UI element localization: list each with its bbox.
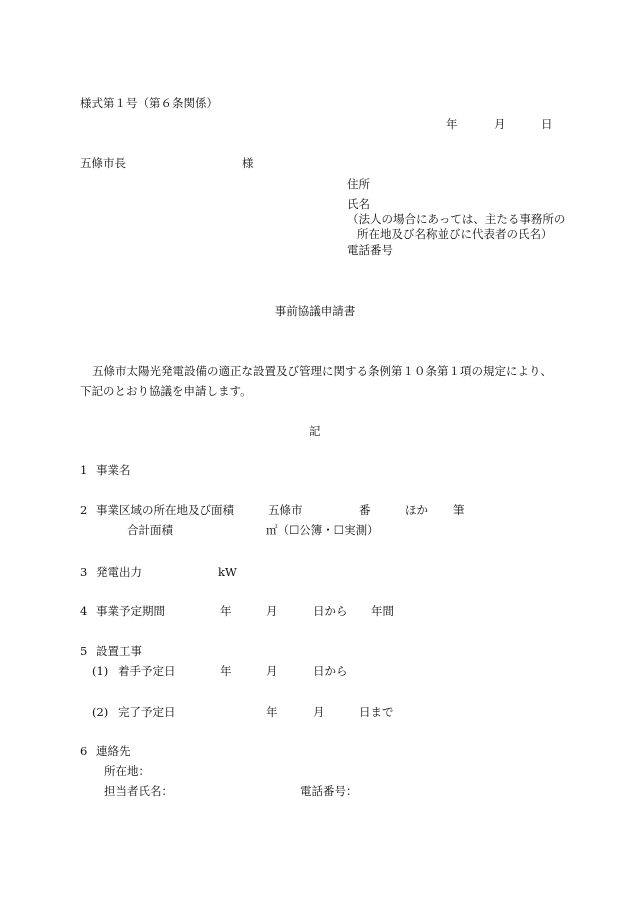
item3-label: 発電出力 bbox=[96, 565, 142, 579]
applicant-phone-label: 電話番号 bbox=[347, 243, 393, 257]
item2-number: 2 bbox=[80, 503, 88, 517]
applicant-name-label: 氏名 bbox=[347, 197, 370, 211]
item5-sub2-month: 月 bbox=[313, 705, 325, 719]
item5-sub2-day: 日まで bbox=[359, 705, 394, 719]
item5-sub2-label: 完了予定日 bbox=[118, 705, 176, 719]
item5-sub2-year: 年 bbox=[266, 705, 278, 719]
item5-number: 5 bbox=[80, 644, 88, 658]
ki-heading: 記 bbox=[309, 424, 321, 438]
date-day-label: 日 bbox=[541, 117, 553, 131]
item4-label: 事業予定期間 bbox=[96, 604, 165, 618]
item5-sub1-label: 着手予定日 bbox=[118, 664, 176, 678]
item2-hitsu: 筆 bbox=[453, 503, 465, 517]
item5-sub2-number: (2) bbox=[92, 705, 109, 719]
date-month-label: 月 bbox=[494, 117, 506, 131]
applicant-note-line1: （法人の場合にあっては、主たる事務所の bbox=[347, 212, 566, 226]
addressee-name: 五條市長 bbox=[80, 156, 126, 170]
form-number: 様式第１号（第６条関係） bbox=[80, 96, 218, 110]
item1-number: 1 bbox=[80, 463, 88, 477]
item5-sub1-day: 日から bbox=[313, 664, 348, 678]
item3-unit: kW bbox=[218, 565, 237, 579]
body-line-1: 五條市太陽光発電設備の適正な設置及び管理に関する条例第１０条第１項の規定により、 bbox=[92, 364, 552, 378]
item2-ban: 番 bbox=[359, 503, 371, 517]
addressee-honorific: 様 bbox=[242, 156, 254, 170]
applicant-address-label: 住所 bbox=[347, 177, 370, 191]
item6-location-label: 所在地： bbox=[104, 764, 150, 778]
item6-phone-label: 電話番号： bbox=[300, 784, 358, 798]
item2-area-unit: ㎡（☐公簿・☐実測） bbox=[266, 523, 379, 537]
item5-sub1-year: 年 bbox=[220, 664, 232, 678]
item6-person-label: 担当者氏名： bbox=[104, 784, 173, 798]
item2-hoka: ほか bbox=[405, 503, 428, 517]
document-title: 事前協議申請書 bbox=[274, 304, 356, 318]
item2-city: 五條市 bbox=[268, 503, 303, 517]
item1-label: 事業名 bbox=[96, 463, 131, 477]
item5-label: 設置工事 bbox=[96, 644, 142, 658]
item4-day-from: 日から bbox=[313, 604, 348, 618]
item6-label: 連絡先 bbox=[96, 744, 131, 758]
date-year-label: 年 bbox=[446, 117, 458, 131]
item4-number: 4 bbox=[80, 604, 88, 618]
item5-sub1-month: 月 bbox=[266, 664, 278, 678]
item5-sub1-number: (1) bbox=[92, 664, 109, 678]
item4-year: 年 bbox=[220, 604, 232, 618]
item4-month: 月 bbox=[266, 604, 278, 618]
item3-number: 3 bbox=[80, 565, 88, 579]
item2-label: 事業区域の所在地及び面積 bbox=[96, 503, 234, 517]
item6-number: 6 bbox=[80, 744, 88, 758]
applicant-note-line2: 所在地及び名称並びに代表者の氏名） bbox=[357, 227, 553, 241]
body-line-2: 下記のとおり協議を申請します。 bbox=[80, 384, 252, 398]
item4-years: 年間 bbox=[371, 604, 394, 618]
item2-total-area-label: 合計面積 bbox=[127, 523, 173, 537]
